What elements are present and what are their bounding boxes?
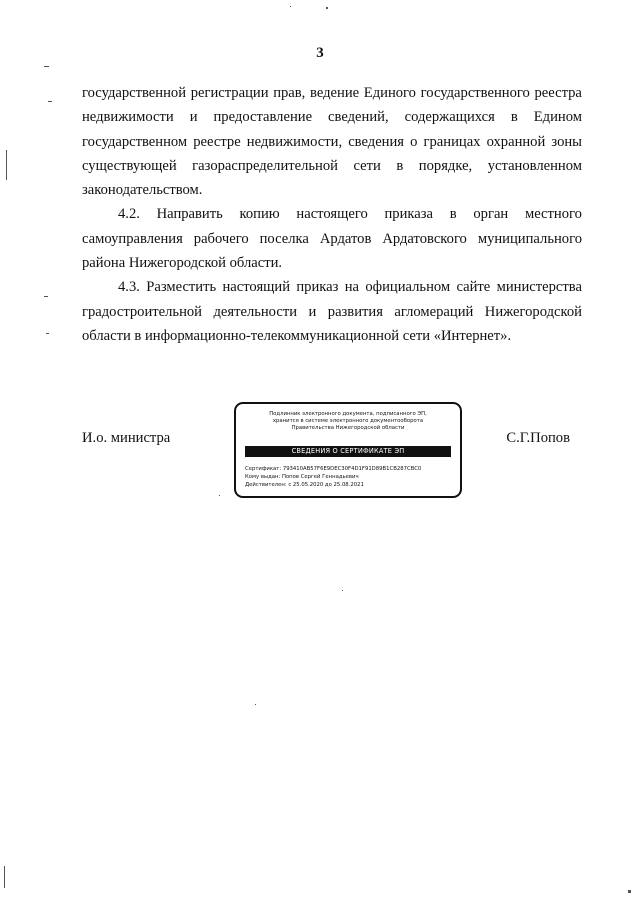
- scan-mark: [44, 66, 49, 67]
- text-line: [82, 227, 582, 251]
- word: и: [308, 303, 317, 320]
- scan-mark: [4, 866, 5, 888]
- word: в: [510, 109, 518, 126]
- word: законодательством.: [82, 182, 203, 199]
- word: деятельности: [213, 303, 298, 320]
- word: Ардатовского: [382, 230, 467, 247]
- word: предоставление: [213, 109, 313, 126]
- word: в: [396, 157, 404, 174]
- word: самоуправления: [82, 230, 183, 247]
- page-number: 3: [316, 45, 324, 61]
- word: Нижегородской: [484, 303, 582, 320]
- scan-mark: [290, 6, 291, 7]
- scan-mark: [44, 296, 48, 297]
- word: недвижимости: [82, 109, 174, 126]
- word: приказа: [384, 206, 433, 223]
- text-line: [82, 130, 582, 154]
- word: государственной: [82, 85, 187, 101]
- paragraph: [82, 202, 582, 275]
- word: государственном: [82, 133, 188, 150]
- word: реестра: [534, 85, 582, 101]
- stamp-issued-to: Кому выдан: Попов Сергей Геннадьевич: [245, 474, 359, 480]
- word: содержащихся: [404, 109, 495, 126]
- word: 4.3.: [118, 279, 140, 296]
- word: реестре: [193, 133, 241, 150]
- word: настоящий: [222, 279, 291, 296]
- word: Едином: [533, 109, 582, 126]
- text-line: [82, 202, 582, 226]
- document-body: [82, 81, 582, 348]
- word: приказ: [296, 279, 339, 296]
- word: 4.2.: [118, 206, 140, 223]
- stamp-validity: Действителен: с 25.05.2020 до 25.08.2021: [245, 482, 364, 488]
- word: установленном: [487, 157, 582, 174]
- scan-mark: [326, 7, 328, 9]
- word: регистрации: [190, 85, 269, 101]
- word: Единого: [363, 85, 416, 101]
- word: сайте: [456, 279, 491, 296]
- scan-mark: [255, 704, 256, 705]
- word: орган: [473, 206, 509, 223]
- stamp-header-line: Правительства Нижегородской области: [291, 425, 405, 431]
- word: государственного: [420, 85, 530, 101]
- stamp-certificate-bar: СВЕДЕНИЯ О СЕРТИФИКАТЕ ЭП: [245, 446, 451, 457]
- word: поселка: [259, 230, 309, 247]
- word: существующей: [82, 157, 177, 174]
- stamp-details: [245, 465, 421, 489]
- text-line: [82, 178, 582, 202]
- stamp-header-line: Подлинник электронного документа, подписанного ЭП,: [269, 411, 427, 417]
- e-signature-stamp: [234, 402, 462, 498]
- word: агломераций: [394, 303, 474, 320]
- word: сведений,: [328, 109, 389, 126]
- paragraph: [82, 81, 582, 202]
- word: на: [344, 279, 360, 296]
- word: в: [449, 206, 457, 223]
- word: недвижимости,: [246, 133, 343, 150]
- word: сведения: [348, 133, 405, 150]
- scan-mark: [48, 101, 52, 102]
- scan-mark: [46, 333, 49, 334]
- word: границах: [423, 133, 481, 150]
- word: района Нижегородской области.: [82, 255, 283, 272]
- scan-mark: [219, 495, 220, 496]
- word: Направить: [156, 206, 223, 223]
- signer-title: И.о. министра: [82, 430, 171, 446]
- text-line: [82, 81, 582, 105]
- stamp-certificate-number: Сертификат: 793410AB57F6E9DEC30F4D1F91D89B1CB287CBC0: [245, 466, 422, 472]
- word: градостроительной: [82, 303, 202, 320]
- text-line: [82, 105, 582, 129]
- word: министерства: [496, 279, 582, 296]
- text-line: [82, 154, 582, 178]
- scan-mark: [342, 590, 343, 591]
- scan-mark: [6, 150, 7, 180]
- stamp-header: [236, 411, 460, 432]
- word: и: [189, 109, 198, 126]
- word: копию: [239, 206, 280, 223]
- scan-mark: [628, 890, 631, 893]
- text-line: [82, 251, 582, 275]
- word: ведение: [310, 85, 360, 101]
- word: порядке,: [418, 157, 473, 174]
- word: муниципального: [477, 230, 582, 247]
- word: охранной: [486, 133, 546, 150]
- word: настоящего: [296, 206, 368, 223]
- word: сети: [353, 157, 381, 174]
- signer-name: С.Г.Попов: [506, 430, 570, 446]
- word: Ардатов: [319, 230, 372, 247]
- text-line: [82, 324, 582, 348]
- word: прав,: [273, 85, 306, 101]
- stamp-header-line: хранится в системе электронного документооборота: [272, 418, 424, 424]
- word: Разместить: [146, 279, 217, 296]
- word: официальном: [365, 279, 451, 296]
- word: о: [410, 133, 418, 150]
- word: зоны: [551, 133, 582, 150]
- word: области в информационно-телекоммуникационной сети «Интернет».: [82, 327, 512, 344]
- paragraph: [82, 275, 582, 348]
- word: газораспределительной: [192, 157, 338, 174]
- text-line: [82, 275, 582, 299]
- text-line: [82, 300, 582, 324]
- word: местного: [524, 206, 582, 223]
- word: рабочего: [193, 230, 249, 247]
- word: развития: [327, 303, 383, 320]
